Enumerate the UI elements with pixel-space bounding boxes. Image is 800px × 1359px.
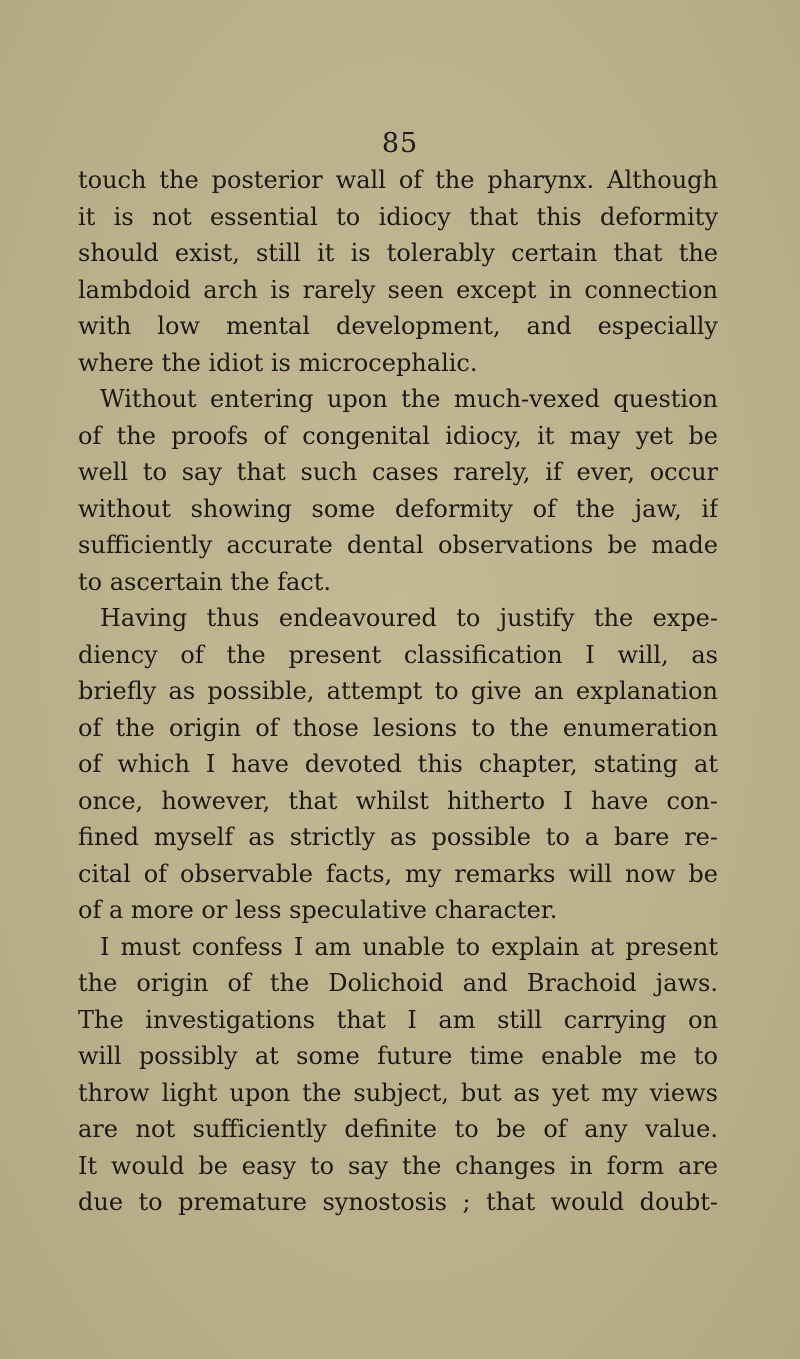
- body-text: [78, 162, 718, 1221]
- text-line: fined myself as strictly as possible to a bare re-: [78, 823, 718, 851]
- text-line: due to premature synostosis ; that would doubt-: [78, 1188, 718, 1216]
- text-line: of the origin of those lesions to the enumeration: [78, 713, 718, 742]
- text-line: diency of the present classification I will, as: [78, 640, 718, 669]
- text-line: touch the posterior wall of the pharynx. Although: [78, 166, 718, 194]
- text-line: of a more or less speculative character.: [78, 896, 558, 924]
- text-line: will possibly at some future time enable me to: [78, 1042, 718, 1070]
- text-line: to ascertain the fact.: [78, 567, 332, 596]
- text-line: briefly as possible, attempt to give an explanation: [78, 677, 718, 705]
- text-line: should exist, still it is tolerably certain that the: [78, 239, 718, 267]
- text-line: well to say that such cases rarely, if ever, occur: [78, 458, 718, 486]
- text-line: Without entering upon the much-vexed question: [100, 385, 718, 413]
- text-line: of which I have devoted this chapter, stating at: [78, 750, 718, 778]
- text-line: with low mental development, and especially: [78, 312, 718, 340]
- text-line: throw light upon the subject, but as yet my views: [78, 1078, 718, 1107]
- text-line: I must confess I am unable to explain at present: [100, 932, 718, 961]
- page-number: 85: [381, 128, 419, 159]
- text-line: without showing some deformity of the jaw, if: [78, 494, 718, 523]
- text-line: Having thus endeavoured to justify the expe-: [100, 604, 718, 632]
- text-line: The investigations that I am still carrying on: [78, 1005, 718, 1034]
- text-line: it is not essential to idiocy that this deformity: [78, 202, 718, 231]
- text-line: once, however, that whilst hitherto I have con-: [78, 786, 718, 815]
- text-line: sufficiently accurate dental observations be made: [78, 531, 718, 559]
- text-line: It would be easy to say the changes in form are: [78, 1151, 718, 1180]
- text-line: cital of observable facts, my remarks will now be: [78, 859, 718, 888]
- text-line: lambdoid arch is rarely seen except in connection: [78, 275, 718, 304]
- text-line: are not sufficiently definite to be of any value.: [78, 1115, 718, 1143]
- text-line: the origin of the Dolichoid and Brachoid jaws.: [78, 969, 718, 997]
- text-line: where the idiot is microcephalic.: [78, 348, 478, 377]
- text-line: of the proofs of congenital idiocy, it may yet be: [78, 421, 718, 450]
